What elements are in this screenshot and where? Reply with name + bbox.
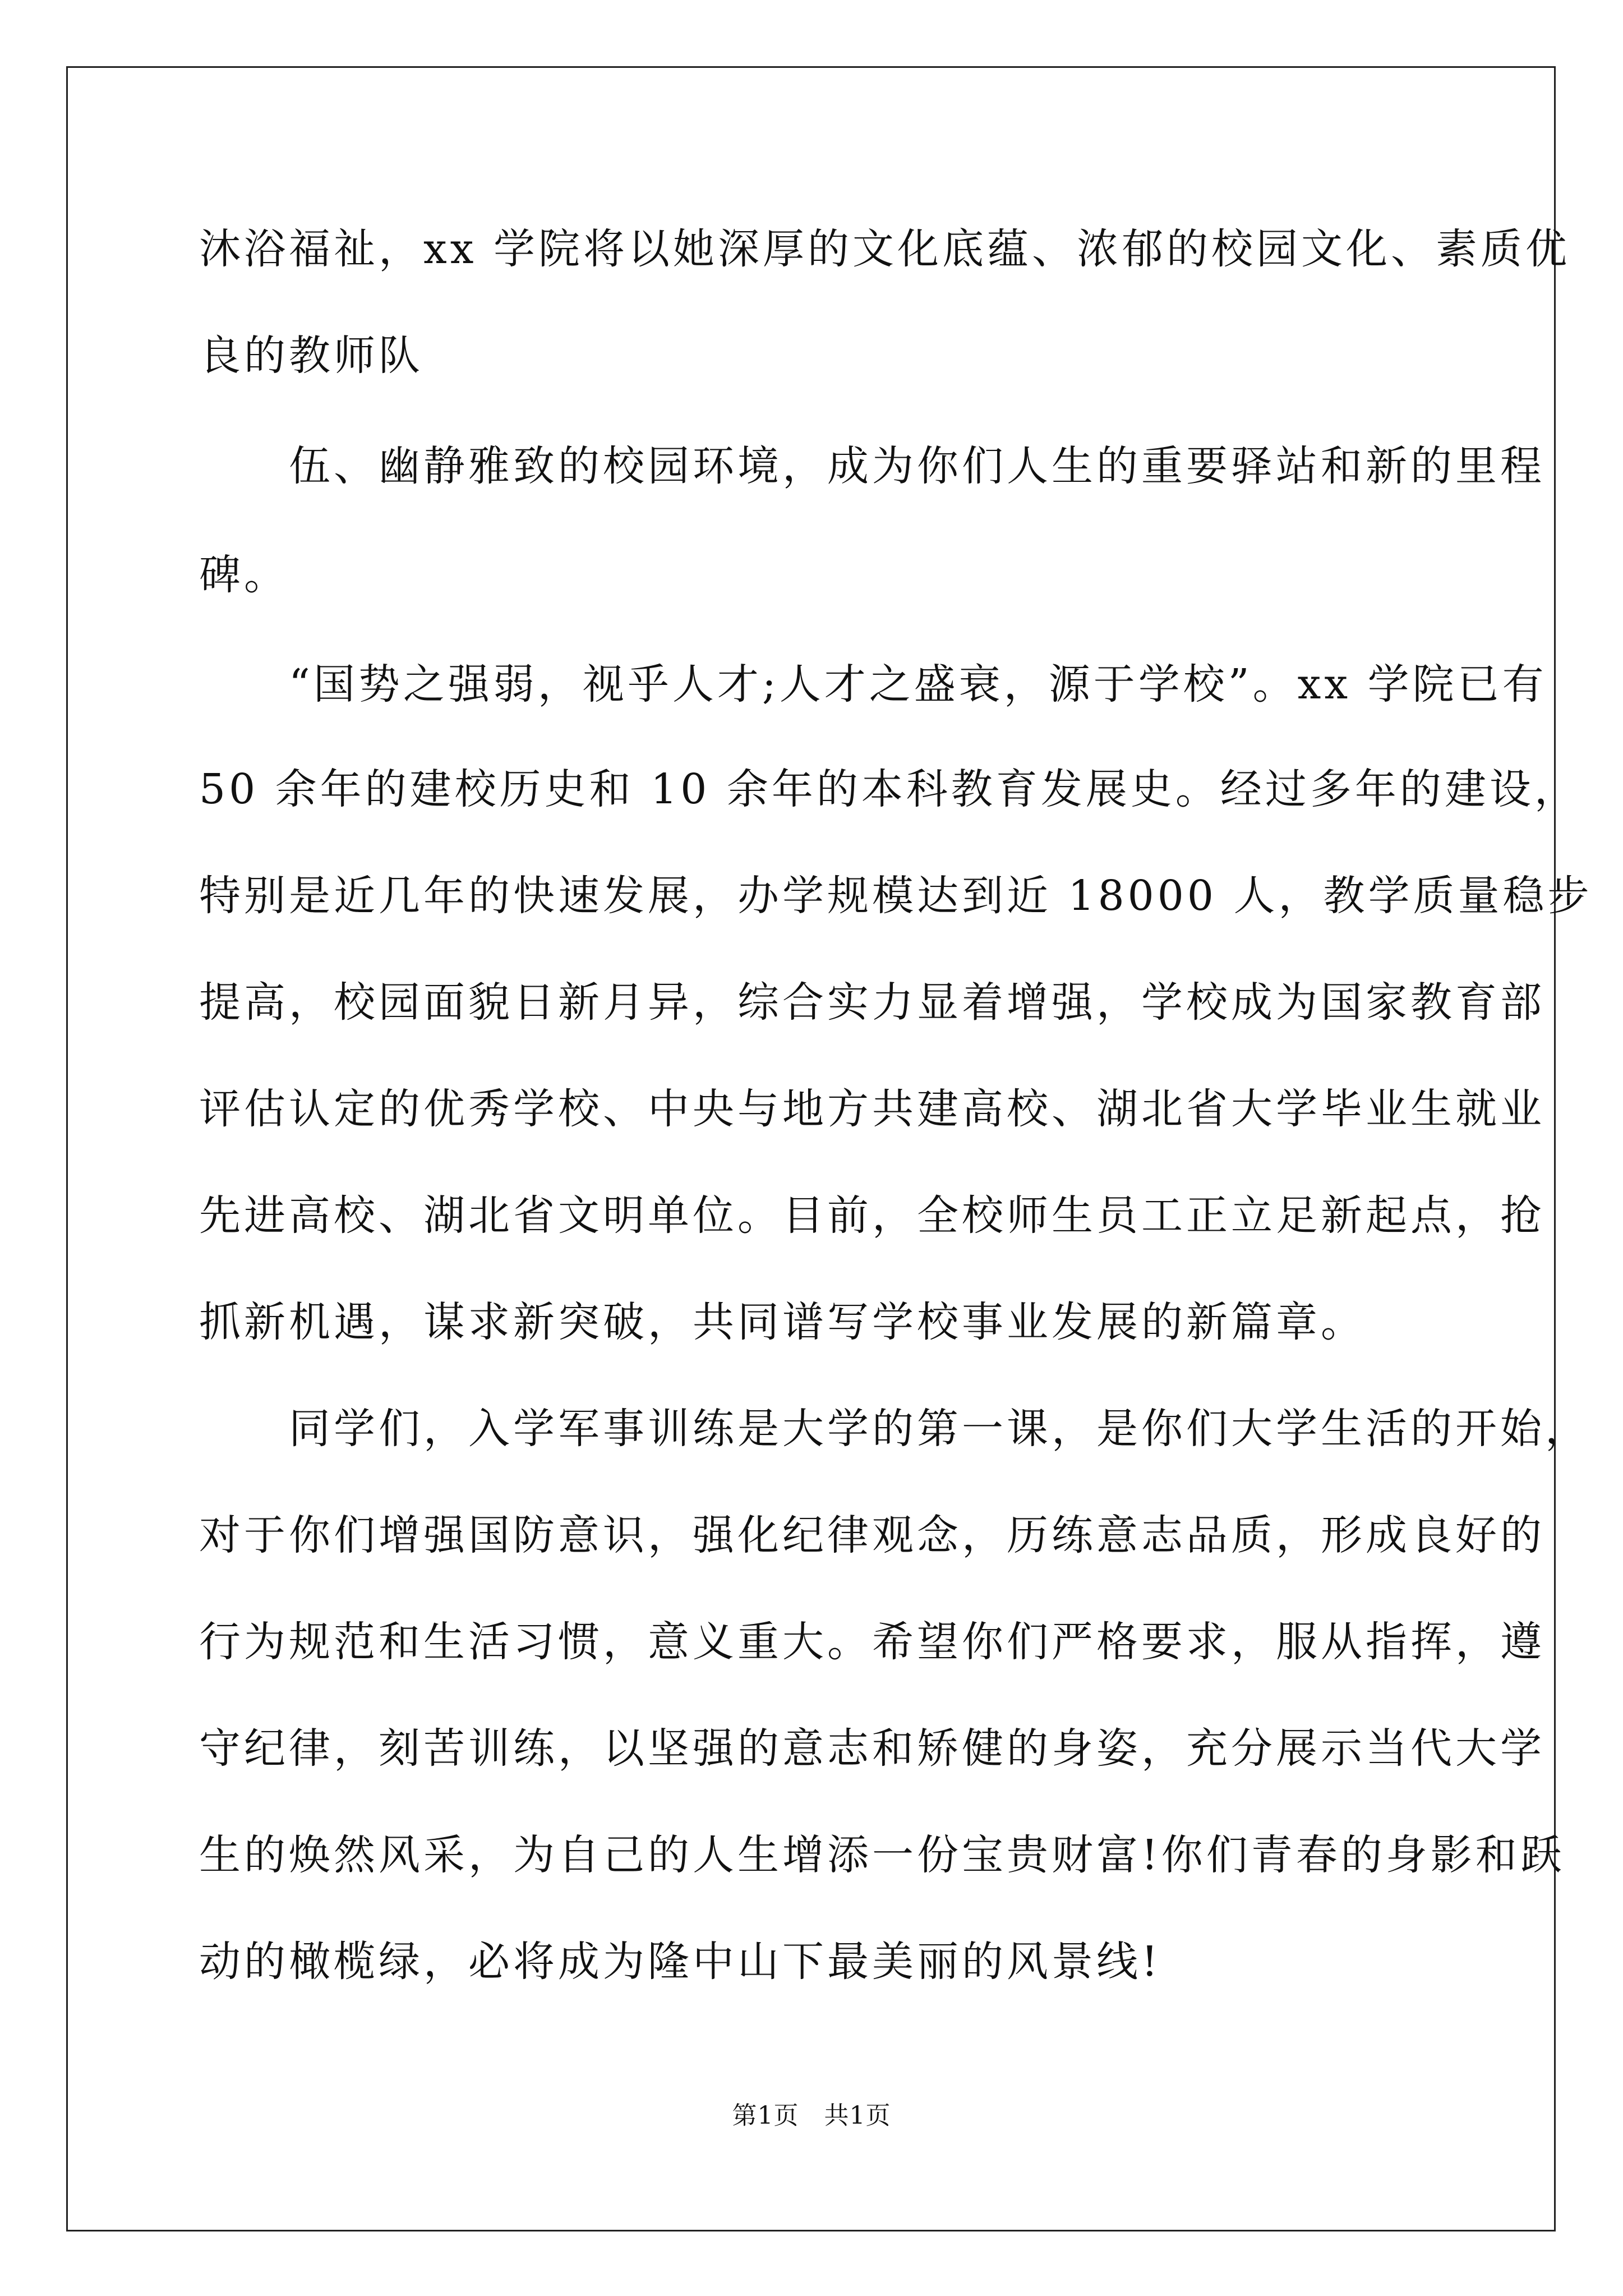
text-line: 50 余年的建校历史和 10 余年的本科教育发展史。经过多年的建设， (199, 765, 1579, 813)
text-line: 沐浴福祉，xx 学院将以她深厚的文化底蕴、浓郁的校园文化、素质优 (199, 225, 1570, 273)
text-line: “国势之强弱，视乎人才;人才之盛衰，源于学校”。xx 学院已有 (199, 660, 1547, 708)
text-line: 提高，校园面貌日新月异，综合实力显着增强，学校成为国家教育部 (199, 978, 1545, 1027)
text-line: 对于你们增强国防意识，强化纪律观念，历练意志品质，形成良好的 (199, 1511, 1545, 1559)
text-line: 特别是近几年的快速发展，办学规模达到近 18000 人，教学质量稳步 (199, 872, 1593, 920)
text-line: 碑。 (199, 551, 289, 599)
text-line: 同学们，入学军事训练是大学的第一课，是你们大学生活的开始， (199, 1405, 1590, 1453)
text-line: 抓新机遇，谋求新突破，共同谱写学校事业发展的新篇章。 (199, 1298, 1366, 1346)
page-border (66, 66, 1556, 2231)
page-footer: 第1页 共1页 (732, 2101, 891, 2130)
text-line: 评估认定的优秀学校、中央与地方共建高校、湖北省大学毕业生就业 (199, 1085, 1545, 1133)
text-line: 行为规范和生活习惯，意义重大。希望你们严格要求，服从指挥，遵 (199, 1618, 1545, 1666)
text-line: 伍、幽静雅致的校园环境，成为你们人生的重要驿站和新的里程 (199, 442, 1545, 490)
text-line: 动的橄榄绿，必将成为隆中山下最美丽的风景线! (199, 1938, 1161, 1986)
text-line: 生的焕然风采，为自己的人生增添一份宝贵财富!你们青春的身影和跃 (199, 1831, 1565, 1879)
text-line: 守纪律，刻苦训练，以坚强的意志和矫健的身姿，充分展示当代大学 (199, 1724, 1545, 1773)
text-line: 先进高校、湖北省文明单位。目前，全校师生员工正立足新起点，抢 (199, 1191, 1545, 1240)
text-line: 良的教师队 (199, 332, 423, 380)
